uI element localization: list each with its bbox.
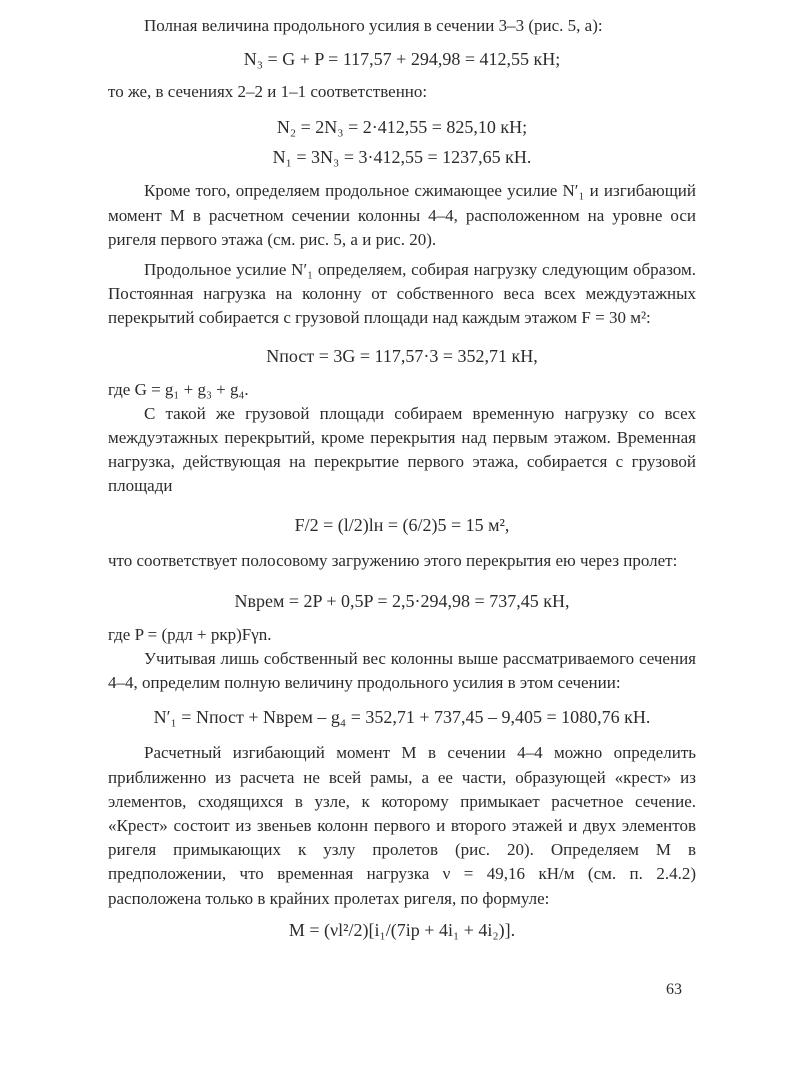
formula: M = (νl²/2)[i₁/(7iр + 4i₁ + 4i₂)]. (288, 919, 516, 940)
text-column (108, 14, 696, 942)
formula: F/2 = (l/2)lн = (6/2)5 = 15 м², (294, 514, 510, 535)
paragraph: Учитывая лишь собственный вес колонны выше рассматриваемого сечения 4–4, определим полную величину продольного усилия в этом сечении: (108, 649, 696, 693)
paragraph: Кроме того, определяем продольное сжимающее усилие N′₁ и изгибающий момент M в расчетном сечении колонны 4–4, расположенном на уровне оси ригеля первого этажа (см. рис. 5, а и рис. 20). (108, 181, 696, 249)
formula: N₃ = G + P = 117,57 + 294,98 = 412,55 кН; (243, 49, 561, 70)
paragraph: Продольное усилие N′₁ определяем, собирая нагрузку следующим образом. Постоянная нагрузка на колонну от собственного веса всех междуэтажных перекрытий собирается с грузовой площади над каждым этажом F = 30 м²: (108, 260, 696, 328)
formula: Nврем = 2P + 0,5P = 2,5·294,98 = 737,45 кН, (234, 590, 570, 611)
formula: Nпост = 3G = 117,57·3 = 352,71 кН, (266, 345, 538, 366)
formula: N₂ = 2N₃ = 2·412,55 = 825,10 кН; (276, 117, 528, 138)
formula: N₁ = 3N₃ = 3·412,55 = 1237,65 кН. (272, 147, 532, 168)
paragraph: что соответствует полосовому загружению этого перекрытия ею через пролет: (108, 550, 678, 570)
page-number: 63 (666, 981, 682, 998)
paragraph: то же, в сечениях 2–2 и 1–1 соответственно: (108, 82, 428, 102)
paragraph: С такой же грузовой площади собираем временную нагрузку со всех междуэтажных перекрытий, кроме перекрытия над первым этажом. Временная нагрузка, действующая на перекрытие первого этажа, собирается с грузовой площади (108, 403, 696, 496)
formula: N′₁ = Nпост + Nврем – g₄ = 352,71 + 737,45 – 9,405 = 1080,76 кН. (153, 707, 651, 728)
paragraph: Расчетный изгибающий момент M в сечении 4–4 можно определить приближенно из расчета не всей рамы, а ее части, образующей «крест» из элементов, сходящихся в узле, к которому примыкает расчетное сечение. «Крест» состоит из звеньев колонн первого и второго этажей и двух элементов ригеля примыкающих к узлу пролетов (рис. 20). Определяем M в предположении, что временная нагрузка ν = 49,16 кН/м (см. п. 2.4.2) расположена только в крайних пролетах ригеля, по формуле: (108, 743, 696, 908)
paragraph: где G = g₁ + g₃ + g₄. (108, 379, 249, 399)
paragraph: Полная величина продольного усилия в сечении 3–3 (рис. 5, а): (144, 16, 603, 35)
paragraph: где P = (pдл + pкр)Fγn. (108, 624, 272, 644)
